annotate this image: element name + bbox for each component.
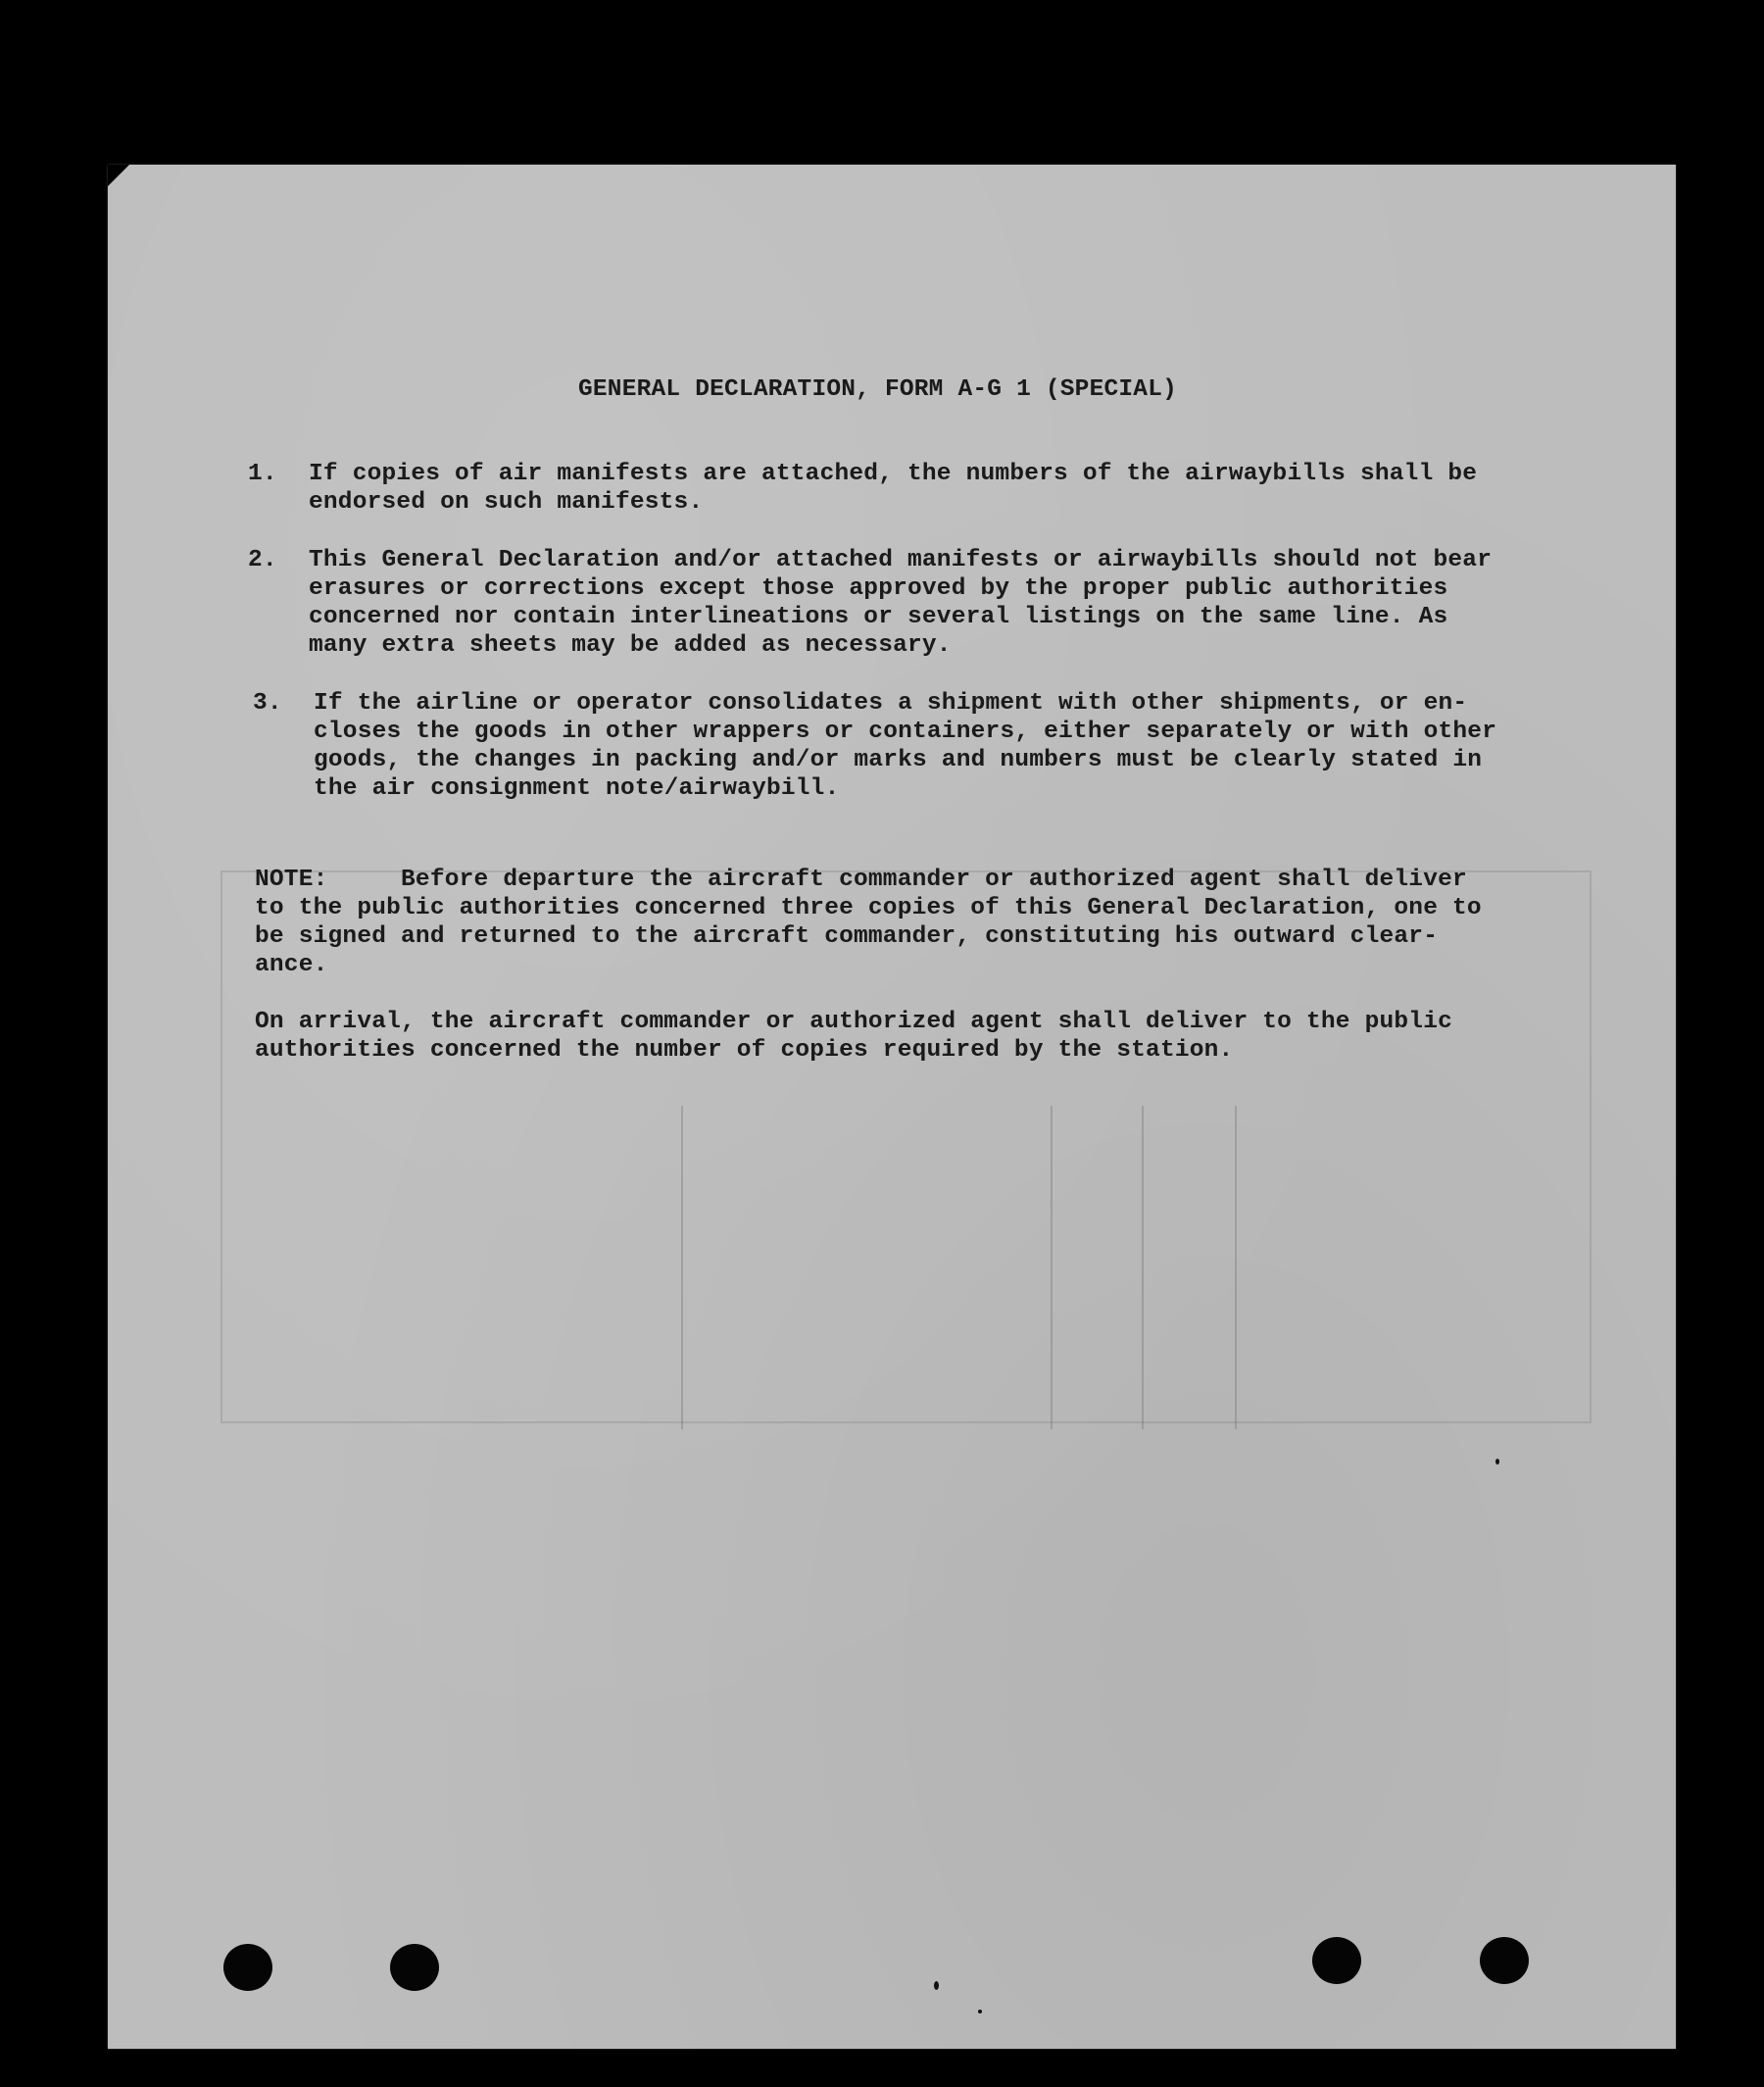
- show-through-line: [1235, 1106, 1237, 1429]
- item-text: If copies of air manifests are attached, the numbers of the airwaybills shall be endorsed on such manifests.: [309, 461, 1478, 516]
- item-number: 3.: [253, 690, 282, 717]
- document-page: [108, 165, 1676, 2049]
- item-number: 1.: [248, 461, 277, 487]
- show-through-line: [681, 1106, 683, 1429]
- punch-hole: [223, 1944, 272, 1991]
- ink-speck: [1495, 1459, 1499, 1465]
- arrival-paragraph: On arrival, the aircraft commander or authorized agent shall deliver to the public authorities concerned the number of copies required by the station.: [255, 1009, 1452, 1064]
- folded-corner: [108, 165, 129, 186]
- show-through-line: [1142, 1106, 1144, 1429]
- instruction-item-1: [248, 460, 1551, 517]
- item-number: 2.: [248, 547, 277, 573]
- punch-hole: [1312, 1937, 1361, 1984]
- ink-speck: [934, 1981, 939, 1990]
- item-text: This General Declaration and/or attached manifests or airwaybills should not bear erasures or corrections except those approved by the proper public authorities concerned nor contain interlineations or several listings on the same line. As many extra sheets may be added as necessary.: [309, 547, 1493, 659]
- show-through-line: [1051, 1106, 1053, 1429]
- ink-speck: [978, 2010, 982, 2013]
- item-text: If the airline or operator consolidates a shipment with other shipments, or en- closes the goods in other wrappers or containers, either separately or with other goods, the changes in packing and/or marks and numbers must be clearly stated in the air consignment note/airwaybill.: [314, 690, 1497, 802]
- document-title: GENERAL DECLARATION, FORM A-G 1 (SPECIAL): [578, 376, 1177, 403]
- instruction-item-2: [248, 546, 1551, 660]
- instruction-item-3: [253, 689, 1558, 803]
- punch-hole: [390, 1944, 439, 1991]
- punch-hole: [1480, 1937, 1529, 1984]
- note-paragraph: NOTE: Before departure the aircraft commander or authorized agent shall deliver to the public authorities concerned three copies of this General Declaration, one to be signed and returned to the aircraft commander, constituting his outward clear- ance.: [255, 867, 1482, 978]
